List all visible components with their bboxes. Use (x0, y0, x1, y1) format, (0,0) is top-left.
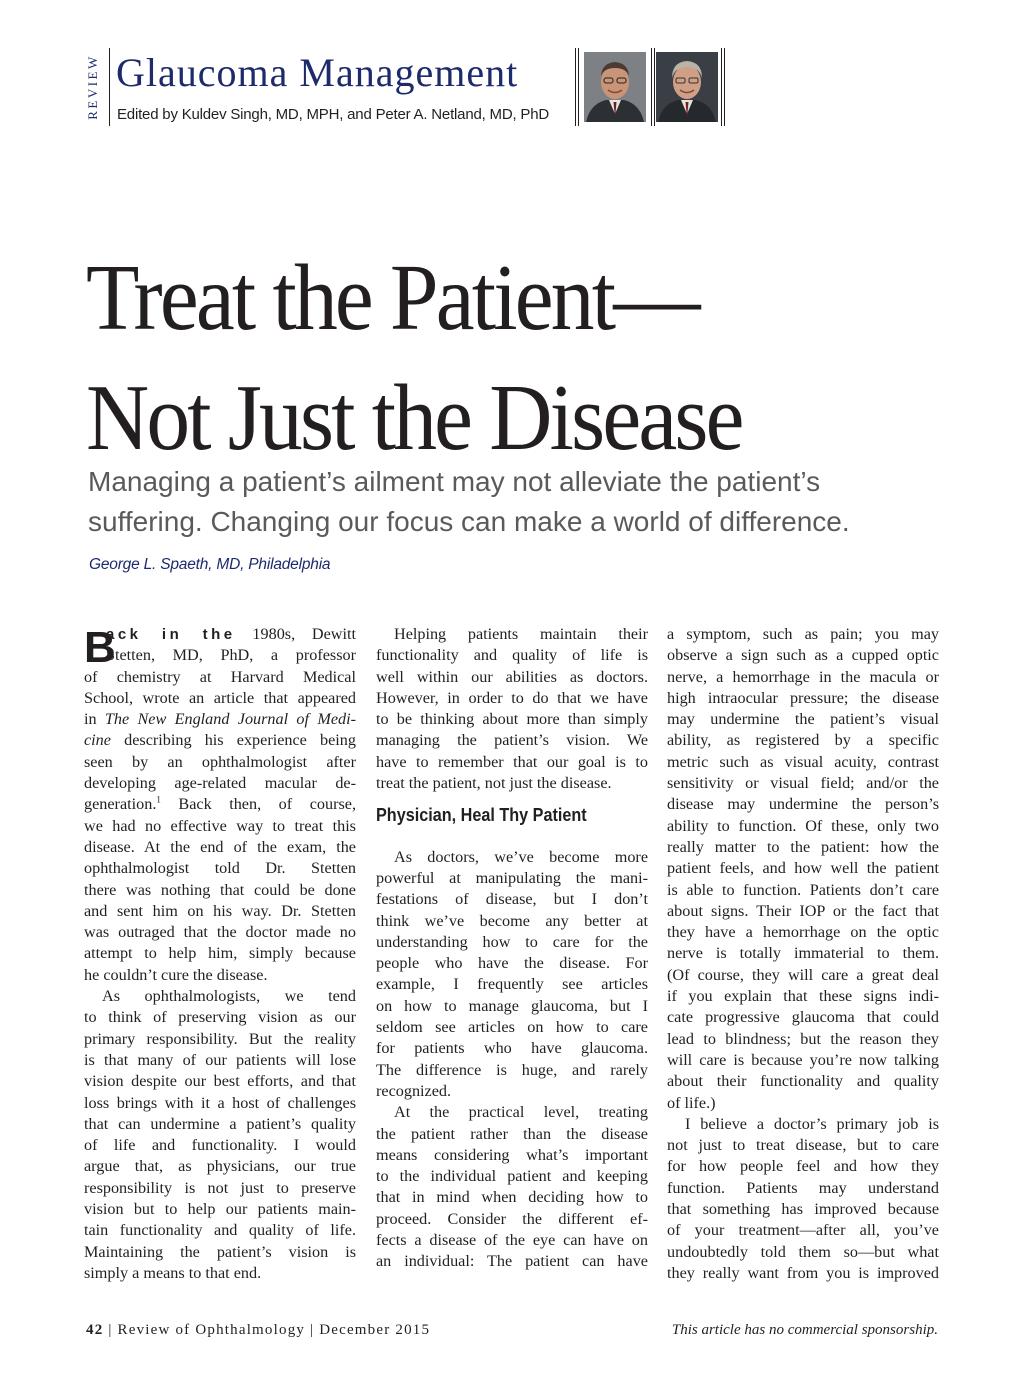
editors-line: Edited by Kuldev Singh, MD, MPH, and Peter A. Netland, MD, PhD (117, 106, 549, 123)
body-line: to think of preserving vision as our (84, 1008, 356, 1027)
body-line: As doctors, we’ve become more (394, 847, 648, 866)
body-line: I believe a doctor’s primary job is (685, 1114, 939, 1133)
lead-in: ack in the (106, 626, 236, 643)
department-title: Glaucoma Management (116, 50, 519, 95)
section-subhead: Physician, Heal Thy Patient (376, 805, 587, 826)
article-title-line: Not Just the Disease (86, 366, 742, 470)
header-divider (654, 48, 655, 126)
body-line: treat the patient, not just the disease. (376, 774, 612, 793)
citation-ref: 1 (156, 794, 161, 805)
body-line: attempt to help him, simply because (84, 944, 356, 963)
body-line: think we’ve become any better at (376, 911, 648, 930)
body-line: on how to manage glaucoma, but I (376, 996, 648, 1015)
body-line: developing age-related macular de- (84, 774, 356, 793)
body-line: festations of disease, but I don’t (376, 890, 648, 909)
body-line: Stetten, MD, PhD, a professor (106, 646, 356, 665)
body-line: the patient rather than the disease (376, 1124, 648, 1143)
body-line: ability to function. Of these, only two (667, 816, 939, 835)
author-byline: George L. Spaeth, MD, Philadelphia (89, 556, 331, 573)
body-line: is able to function. Patients don’t care (667, 880, 939, 899)
body-line: not just to treat disease, but to care (667, 1136, 939, 1155)
body-line: primary responsibility. But the reality (84, 1029, 356, 1048)
body-line: ack in the 1980s, Dewitt (106, 625, 356, 643)
header-divider (724, 48, 725, 126)
body-line: Maintaining the patient’s vision is (84, 1242, 356, 1261)
body-line: lead to blindness; but the reason they (667, 1029, 939, 1048)
body-line: they have a hemorrhage on the optic (667, 923, 939, 942)
body-line: tain functionality and quality of life. (84, 1221, 356, 1240)
body-line: ophthalmologist told Dr. Stetten (84, 859, 356, 878)
body-line: that something has improved because (667, 1200, 939, 1219)
issue-date: December 2015 (319, 1322, 431, 1338)
body-line: to be thinking about more than simply (376, 710, 648, 729)
body-line: cate progressive glaucoma that could (667, 1008, 939, 1027)
body-line: they really want from you is improved (667, 1263, 939, 1282)
body-line: The difference is huge, and rarely (376, 1060, 648, 1079)
body-line: well within our abilities as doctors. (376, 667, 648, 686)
body-line: we had no effective way to treat this (84, 816, 356, 835)
body-line: At the practical level, treating (394, 1103, 648, 1122)
journal-title: The New England Journal of Medi- (104, 710, 356, 729)
body-line: sensitivity or visual field; and/or the (667, 774, 939, 793)
body-line: patient feels, and how well the patient (667, 859, 939, 878)
sponsorship-note: This article has no commercial sponsorship. (671, 1322, 938, 1338)
body-line: about signs. Their IOP or the fact that (667, 901, 939, 920)
editor-photo-singh (584, 52, 646, 122)
body-line: As ophthalmologists, we tend (102, 987, 356, 1006)
review-label: REVIEW (85, 54, 101, 120)
body-line: that in mind when deciding how to (376, 1188, 648, 1207)
body-line: Helping patients maintain their (394, 625, 648, 643)
body-line: understanding how to care for the (376, 932, 648, 951)
body-line: and sent him on his way. Dr. Stetten (84, 901, 356, 920)
body-line: there was nothing that could be done (84, 880, 356, 899)
body-line: that can undermine a patient’s quality (84, 1114, 356, 1133)
dek-line: suffering. Changing our focus can make a world of difference. (88, 506, 850, 537)
body-line: of life.) (667, 1093, 716, 1112)
body-line: generation.$^1$ Back then, of course, (84, 794, 356, 814)
body-line: School, wrote an article that appeared (84, 688, 356, 707)
body-line: metric such as visual acuity, contrast (667, 752, 939, 771)
body-line: loss brings with it a host of challenges (84, 1093, 356, 1112)
body-line: of chemistry at Harvard Medical (84, 667, 356, 686)
body-line: observe a sign such as a cupped optic (667, 646, 939, 665)
body-line: managing the patient’s vision. We (376, 731, 648, 750)
body-line: recognized. (376, 1081, 452, 1100)
body-line: nerve is totally immaterial to them. (667, 944, 939, 963)
drop-cap: B (84, 623, 116, 672)
body-column-1 (84, 624, 356, 1284)
body-line: proceed. Consider the different ef- (376, 1209, 648, 1228)
body-line: fects a disease of the eye can have on (376, 1231, 648, 1250)
header-divider (575, 48, 576, 126)
body-column-3 (667, 624, 939, 1284)
body-line: example, I frequently see articles (376, 975, 648, 994)
review-tag (82, 48, 104, 126)
body-line: a symptom, such as pain; you may (667, 625, 939, 643)
header-divider (109, 48, 110, 126)
body-line: have to remember that our goal is to (376, 752, 648, 771)
body-line: cine describing his experience being (84, 731, 356, 750)
body-line: simply a means to that end. (84, 1263, 262, 1282)
body-line: vision but to help our patients main- (84, 1200, 356, 1219)
body-line: undoubtedly told them so—but what (667, 1242, 939, 1261)
body-line: he couldn’t cure the disease. (84, 965, 268, 984)
body-line: nerve, a hemorrhage in the macula or (667, 667, 939, 686)
body-line: seldom see articles on how to care (376, 1018, 648, 1037)
header-divider (651, 48, 652, 126)
body-line: responsibility is not just to preserve (84, 1178, 356, 1197)
body-line: for how people feel and how they (667, 1157, 939, 1176)
body-line: an individual: The patient can have (376, 1252, 648, 1271)
body-line: functionality and quality of life is (376, 646, 648, 665)
body-line: means considering what’s important (376, 1145, 648, 1164)
magazine-name: Review of Ophthalmology (117, 1322, 306, 1338)
body-line: function. Patients may understand (667, 1178, 939, 1197)
body-line: will care is because you’re now talking (667, 1050, 939, 1069)
header-divider (578, 48, 579, 126)
body-line: (Of course, they will care a great deal (667, 965, 939, 984)
page-number: 42 (86, 1322, 104, 1338)
body-line: ability, as registered by a specific (667, 731, 939, 750)
body-line: in The New England Journal of Medi- (84, 710, 356, 729)
body-line: disease may undermine the person’s (667, 795, 939, 814)
article-dek (88, 462, 988, 542)
body-line: powerful at manipulating the mani- (376, 868, 648, 887)
body-line: However, in order to do that we have (376, 688, 648, 707)
body-line: for patients who have glaucoma. (376, 1039, 648, 1058)
header-divider (721, 48, 722, 126)
body-column-2 (376, 624, 648, 1273)
body-line: people who have the disease. For (376, 954, 648, 973)
body-line: if you explain that these signs indi- (667, 987, 939, 1006)
body-line: argue that, as physicians, our true (84, 1157, 356, 1176)
body-line: was outraged that the doctor made no (84, 923, 356, 942)
body-line: high intraocular pressure; the disease (667, 688, 939, 707)
body-line: is that many of our patients will lose (84, 1050, 356, 1069)
body-line: of life and functionality. I would (84, 1136, 356, 1155)
body-line: disease. At the end of the exam, the (84, 837, 356, 856)
article-title-line: Treat the Patient— (86, 246, 698, 350)
body-line: really matter to the patient: how the (667, 837, 939, 856)
article-title (86, 238, 923, 478)
journal-title: cine (84, 731, 111, 750)
editor-photo-netland (656, 52, 718, 122)
dek-line: Managing a patient’s ailment may not alleviate the patient’s (88, 466, 821, 497)
body-line: vision despite our best efforts, and that (84, 1072, 356, 1091)
page-folio: 42 | Review of Ophthalmology | December 2015 (86, 1322, 431, 1338)
body-line: seen by an ophthalmologist after (84, 752, 356, 771)
body-line: of your treatment—after all, you’ve (667, 1221, 939, 1240)
body-line: about their functionality and quality (667, 1072, 939, 1091)
body-line: may undermine the patient’s visual (667, 710, 939, 729)
body-line: to the individual patient and keeping (376, 1167, 648, 1186)
